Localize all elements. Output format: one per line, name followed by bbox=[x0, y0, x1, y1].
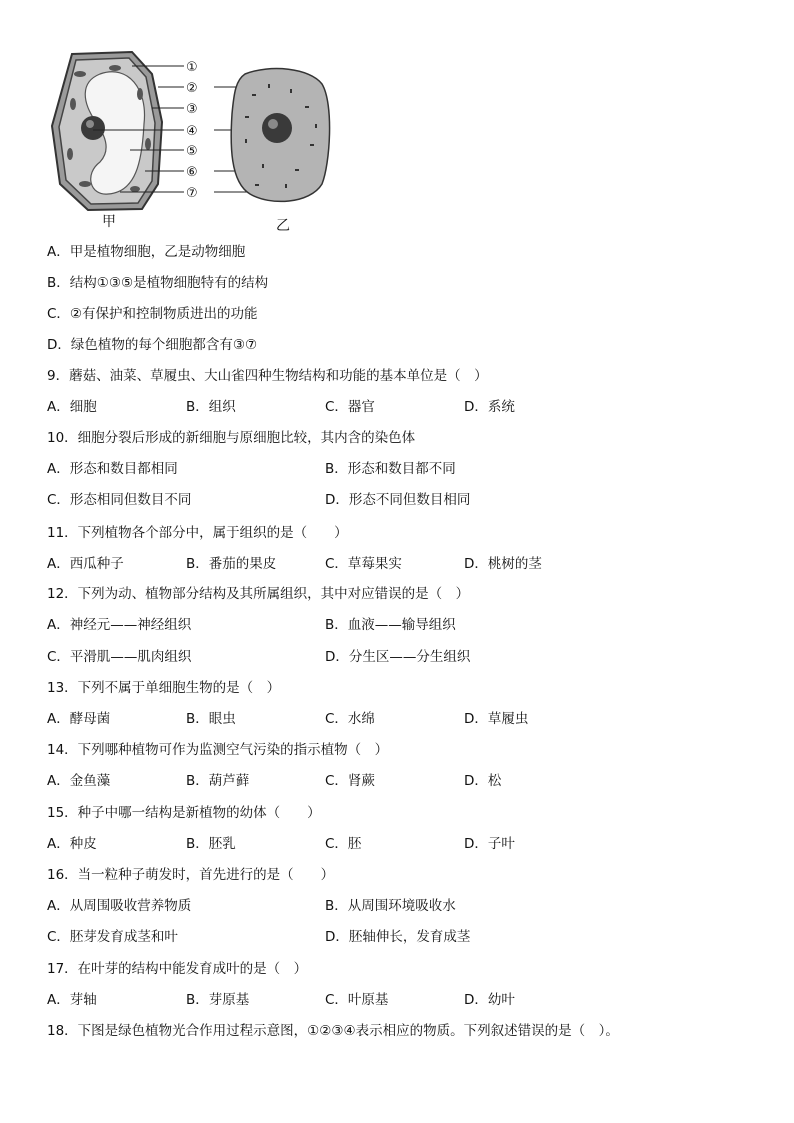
label-7: ⑦ bbox=[186, 186, 198, 201]
q14-option-a: A．金鱼藻 bbox=[47, 773, 111, 789]
label-6: ⑥ bbox=[186, 165, 198, 180]
q12-option-b: B．血液——输导组织 bbox=[325, 617, 456, 633]
q10-option-b: B．形态和数目都不同 bbox=[325, 461, 456, 477]
q10-stem: 10．细胞分裂后形成的新细胞与原细胞比较，其内含的染色体 bbox=[47, 430, 416, 446]
label-2: ② bbox=[186, 81, 198, 96]
q13-option-a: A．酵母菌 bbox=[47, 711, 111, 727]
caption-animal-cell: 乙 bbox=[276, 218, 290, 234]
q11-option-c: C．草莓果实 bbox=[325, 556, 402, 572]
q14-stem: 14．下列哪种植物可作为监测空气污染的指示植物（ ） bbox=[47, 742, 389, 758]
q9-option-d: D．系统 bbox=[464, 399, 515, 415]
q9-stem: 9．蘑菇、油菜、草履虫、大山雀四种生物结构和功能的基本单位是（ ） bbox=[47, 368, 488, 384]
animal-nucleus bbox=[262, 113, 292, 143]
q12-stem: 12．下列为动、植物部分结构及其所属组织，其中对应错误的是（ ） bbox=[47, 586, 470, 602]
q11-option-b: B．番茄的果皮 bbox=[186, 556, 277, 572]
cell-diagram bbox=[40, 44, 400, 236]
q15-option-b: B．胚乳 bbox=[186, 836, 236, 852]
q12-option-a: A．神经元——神经组织 bbox=[47, 617, 192, 633]
plant-cell bbox=[52, 52, 162, 210]
q12-option-d: D．分生区——分生组织 bbox=[325, 649, 471, 665]
q11-option-a: A．西瓜种子 bbox=[47, 556, 124, 572]
q17-option-b: B．芽原基 bbox=[186, 992, 250, 1008]
q9-option-a: A．细胞 bbox=[47, 399, 97, 415]
q17-option-a: A．芽轴 bbox=[47, 992, 97, 1008]
q17-stem: 17．在叶芽的结构中能发育成叶的是（ ） bbox=[47, 961, 308, 977]
q9-option-b: B．组织 bbox=[186, 399, 236, 415]
q14-option-c: C．肾蕨 bbox=[325, 773, 375, 789]
q15-option-c: C．胚 bbox=[325, 836, 362, 852]
q17-option-d: D．幼叶 bbox=[464, 992, 515, 1008]
q18-stem: 18．下图是绿色植物光合作用过程示意图，①②③④表示相应的物质。下列叙述错误的是（ ）。 bbox=[47, 1023, 619, 1039]
label-1: ① bbox=[186, 60, 198, 75]
label-4: ④ bbox=[186, 124, 198, 139]
label-5: ⑤ bbox=[186, 144, 198, 159]
caption-plant-cell: 甲 bbox=[102, 214, 116, 230]
q8-option-a: A．甲是植物细胞，乙是动物细胞 bbox=[47, 244, 246, 260]
q8-option-b: B．结构①③⑤是植物细胞特有的结构 bbox=[47, 275, 269, 291]
q14-option-b: B．葫芦藓 bbox=[186, 773, 250, 789]
q12-option-c: C．平滑肌——肌肉组织 bbox=[47, 649, 192, 665]
q15-option-a: A．种皮 bbox=[47, 836, 97, 852]
q13-option-d: D．草履虫 bbox=[464, 711, 529, 727]
q11-stem: 11．下列植物各个部分中，属于组织的是（ ） bbox=[47, 525, 348, 541]
q10-option-d: D．形态不同但数目相同 bbox=[325, 492, 471, 508]
animal-cell bbox=[231, 69, 329, 202]
q11-option-d: D．桃树的茎 bbox=[464, 556, 542, 572]
q8-option-c: C．②有保护和控制物质进出的功能 bbox=[47, 306, 258, 322]
label-3: ③ bbox=[186, 102, 198, 117]
q8-option-d: D．绿色植物的每个细胞都含有③⑦ bbox=[47, 337, 258, 353]
q17-option-c: C．叶原基 bbox=[325, 992, 389, 1008]
q14-option-d: D．松 bbox=[464, 773, 502, 789]
cell-diagram-svg bbox=[40, 44, 400, 236]
q15-stem: 15．种子中哪一结构是新植物的幼体（ ） bbox=[47, 805, 321, 821]
q10-option-c: C．形态相同但数目不同 bbox=[47, 492, 192, 508]
q13-option-c: C．水绵 bbox=[325, 711, 375, 727]
q13-stem: 13．下列不属于单细胞生物的是（ ） bbox=[47, 680, 281, 696]
q15-option-d: D．子叶 bbox=[464, 836, 515, 852]
plant-nucleus bbox=[81, 116, 105, 140]
q9-option-c: C．器官 bbox=[325, 399, 375, 415]
q16-option-d: D．胚轴伸长，发育成茎 bbox=[325, 929, 471, 945]
q16-stem: 16．当一粒种子萌发时，首先进行的是（ ） bbox=[47, 867, 335, 883]
q10-option-a: A．形态和数目都相同 bbox=[47, 461, 178, 477]
q13-option-b: B．眼虫 bbox=[186, 711, 236, 727]
q16-option-a: A．从周围吸收营养物质 bbox=[47, 898, 192, 914]
q16-option-b: B．从周围环境吸收水 bbox=[325, 898, 456, 914]
q16-option-c: C．胚芽发育成茎和叶 bbox=[47, 929, 178, 945]
